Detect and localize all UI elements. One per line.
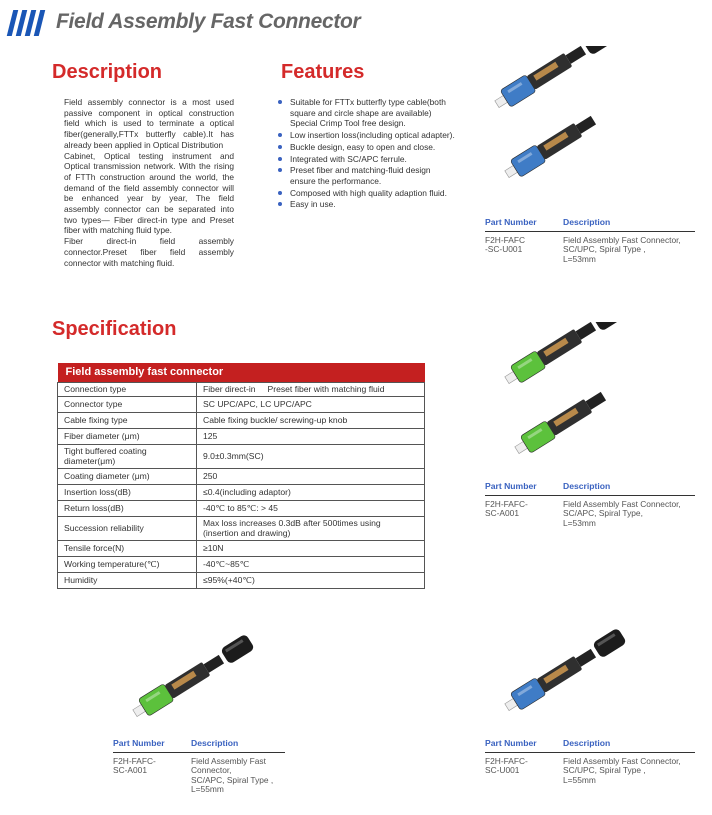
- bullet-icon: [278, 157, 282, 161]
- part-number: F2H-FAFC- SC-A001: [485, 498, 528, 518]
- table-row: [58, 500, 425, 516]
- bullet-icon: [278, 145, 282, 149]
- description-header: Description: [191, 738, 239, 748]
- part-number-header: Part Number: [485, 481, 537, 491]
- spec-value: 9.0±0.3mm(SC): [197, 444, 425, 468]
- spec-value: Max loss increases 0.3dB after 500times using (insertion and drawing): [197, 516, 425, 540]
- spec-label: Connector type: [58, 396, 197, 412]
- table-row: [58, 468, 425, 484]
- feature-text: Composed with high quality adaption fluid.: [290, 187, 447, 198]
- part-description: Field Assembly Fast Connector, SC/APC, Spiral Type, L=53mm: [563, 498, 681, 528]
- table-row: [58, 516, 425, 540]
- feature-text: Easy in use.: [290, 199, 336, 210]
- table-title: Field assembly fast connector: [58, 363, 425, 382]
- bullet-icon: [278, 133, 282, 137]
- connector-product-image: [126, 630, 276, 730]
- part-number-header: Part Number: [485, 217, 537, 227]
- feature-item: [276, 97, 456, 129]
- spec-label: Succession reliability: [58, 516, 197, 540]
- description-paragraph: Field assembly connector is a most used passive component in optical construction field which is used to terminate a optical fiber(generally,FTTx butterfly cable).It has already been applied in Optical Distribution: [64, 97, 234, 150]
- feature-item: [276, 188, 456, 199]
- spec-label: Connection type: [58, 382, 197, 396]
- spec-label: Humidity: [58, 572, 197, 588]
- part-info-block: [485, 739, 695, 785]
- bullet-icon: [278, 100, 282, 104]
- spec-label: Fiber diameter (μm): [58, 428, 197, 444]
- spec-value: Fiber direct-in Preset fiber with matching fluid: [197, 382, 425, 396]
- connector-part: [502, 112, 599, 183]
- table-row: [58, 412, 425, 428]
- description-header: Description: [563, 481, 611, 491]
- part-description: Field Assembly Fast Connector, SC/UPC, Spiral Type , L=53mm: [563, 234, 681, 264]
- table-row: [58, 540, 425, 556]
- spec-value: ≥10N: [197, 540, 425, 556]
- spec-value: ≤95%(+40℃): [197, 572, 425, 588]
- feature-text: Low insertion loss(including optical adapter).: [290, 130, 455, 141]
- feature-item: [276, 142, 456, 153]
- spec-label: Cable fixing type: [58, 412, 197, 428]
- description-heading: Description: [52, 61, 163, 83]
- part-number: F2H-FAFC -SC-U001: [485, 234, 526, 254]
- feature-item: [276, 130, 456, 141]
- connector-product-image: [498, 624, 648, 724]
- spec-value: 250: [197, 468, 425, 484]
- table-row: [58, 484, 425, 500]
- connector-product-image: [490, 46, 640, 206]
- table-row: [58, 444, 425, 468]
- connector-part: [502, 322, 628, 389]
- part-number-header: Part Number: [485, 738, 537, 748]
- table-row: [58, 572, 425, 588]
- connector-part: [492, 46, 618, 113]
- specification-table: [57, 363, 425, 589]
- table-row: [58, 382, 425, 396]
- table-row: [58, 556, 425, 572]
- table-row: [58, 428, 425, 444]
- spec-label: Tensile force(N): [58, 540, 197, 556]
- feature-item: [276, 199, 456, 210]
- header-bars-icon: [8, 10, 44, 36]
- spec-value: -40℃ to 85℃: > 45: [197, 500, 425, 516]
- table-row: [58, 396, 425, 412]
- feature-item: [276, 154, 456, 165]
- connector-part: [502, 627, 628, 716]
- features-heading: Features: [281, 61, 365, 83]
- part-info-block: [485, 482, 695, 528]
- spec-label: Working temperature(℃): [58, 556, 197, 572]
- part-description: Field Assembly Fast Connector, SC/APC, Spiral Type , L=55mm: [191, 755, 274, 794]
- feature-text: Integrated with SC/APC ferrule.: [290, 153, 407, 164]
- bullet-icon: [278, 191, 282, 195]
- feature-text: Suitable for FTTx butterfly type cable(both square and circle shape are available) Special Crimp Tool free design.: [290, 97, 446, 129]
- connector-part: [512, 388, 609, 459]
- part-description: Field Assembly Fast Connector, SC/UPC, Spiral Type , L=55mm: [563, 755, 681, 785]
- spec-value: -40℃~85℃: [197, 556, 425, 572]
- part-number: F2H-FAFC- SC-U001: [485, 755, 528, 775]
- specification-heading: Specification: [52, 318, 177, 340]
- bullet-icon: [278, 202, 282, 206]
- feature-text: Preset fiber and matching-fluid design ensure the performance.: [290, 165, 431, 186]
- part-number-header: Part Number: [113, 738, 165, 748]
- bullet-icon: [278, 168, 282, 172]
- connector-part: [130, 633, 256, 722]
- feature-text: Buckle design, easy to open and close.: [290, 141, 436, 152]
- spec-value: ≤0.4(including adaptor): [197, 484, 425, 500]
- spec-value: SC UPC/APC, LC UPC/APC: [197, 396, 425, 412]
- connector-product-image: [500, 322, 650, 472]
- part-info-block: [485, 218, 695, 264]
- description-header: Description: [563, 217, 611, 227]
- spec-label: Return loss(dB): [58, 500, 197, 516]
- page-title: Field Assembly Fast Connector: [56, 10, 361, 33]
- description-header: Description: [563, 738, 611, 748]
- feature-item: [276, 165, 456, 186]
- description-body: [64, 97, 234, 268]
- description-paragraph: Fiber direct-in field assembly connector.Preset fiber field assembly connector with matching fluid.: [64, 236, 234, 268]
- part-number: F2H-FAFC- SC-A001: [113, 755, 156, 775]
- spec-label: Coating diameter (μm): [58, 468, 197, 484]
- description-paragraph: Cabinet, Optical testing instrument and Optical transmission network. With the rising of FTTh construction around the world, the demand of the field assembly connector will be enhanced year by year, The field assembly connector can be separated into two types— Fiber direct-in type and Preset fiber with matching fluid type.: [64, 150, 234, 236]
- part-info-block: [113, 739, 285, 795]
- features-list: [276, 97, 456, 211]
- spec-label: Insertion loss(dB): [58, 484, 197, 500]
- spec-value: 125: [197, 428, 425, 444]
- spec-label: Tight buffered coating diameter(μm): [58, 444, 197, 468]
- spec-value: Cable fixing buckle/ screwing-up knob: [197, 412, 425, 428]
